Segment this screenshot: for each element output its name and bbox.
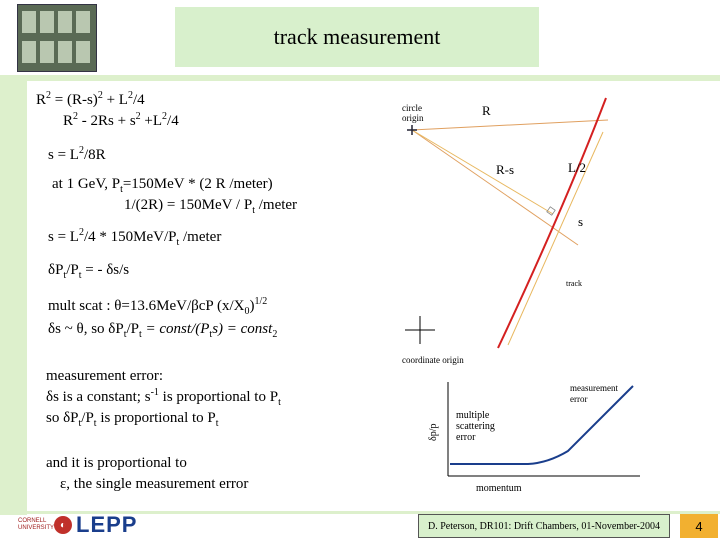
label-measurement-error-1: measurement [570,383,618,393]
detector-photo [17,4,97,72]
equation-line-3: $s = L^2/8R$ [48,145,106,163]
label-circle-origin-1: circle [402,103,422,113]
label-multiple-scattering-3: error [456,432,476,443]
page-number: 4 [680,514,718,538]
label-multiple-scattering-1: multiple [456,410,490,421]
y-axis-label: δp/p [428,423,439,441]
equation-line-5: $1/(2R) = 150MeV / P_t$ /meter [124,197,298,216]
logo-university: CORNELL UNIVERSITY [18,518,55,531]
slide-title: track measurement [175,7,539,67]
track-geometry-figure [398,90,630,368]
x-axis-label: momentum [476,483,522,494]
equation-line-7: $\delta P_t/P_t$ = - δs/s [48,262,130,281]
label-multiple-scattering-2: scattering [456,421,495,432]
logo-text: LEPP [76,512,138,537]
label-L-half: L/2 [568,160,587,175]
half-chord-line [508,132,603,345]
equation-line-4: at 1 GeV, $P_t=150MeV * (2$ R /meter) [52,176,273,195]
text-proportional-to: and it is proportional to [46,455,187,471]
equation-line-2: $R^2 - 2Rs + s^2 +L^2/4$ [63,111,179,129]
label-coordinate-origin: coordinate origin [402,355,464,365]
track-arc [498,98,606,348]
label-R-minus-s: R-s [496,162,515,177]
text-measurement-error: measurement error: [46,368,164,384]
lepp-logo [18,512,137,538]
label-measurement-error-2: error [570,394,588,404]
equation-line-6: $s = L^2/4 * 150MeV/P_t$ /meter [48,227,222,248]
equation-line-1: $R^2 = (R-s)^2 + L^2/4$ [36,90,145,108]
label-circle-origin-2: origin [402,113,424,123]
resolution-vs-momentum-figure [418,376,644,496]
label-track: track [566,279,582,288]
label-s: s [578,214,584,229]
title-divider [0,75,720,81]
text-constant-delta-s: δs is a constant; $s^{-1}$ is proportional to $P_t$ [46,387,281,408]
chord-full-line [412,130,553,214]
equation-line-9: δs ~ θ, so $\delta P_t/P_t$ = const/$(P_ts)$ = const$_2$ [48,321,278,340]
text-single-measurement-error: ε, the single measurement error [60,476,249,492]
text-proportional-pt: so $\delta P_t/P_t$ is proportional to $P_t$ [46,410,219,429]
logo-mark-icon: ◐ [54,516,72,534]
left-accent-strip [0,75,27,515]
label-R: R [482,103,491,118]
footer-citation: D. Peterson, DR101: Drift Chambers, 01-November-2004 [418,514,670,538]
equation-line-8: mult scat : θ=13.6MeV/βcP $(x/X_0)^{1/2}$ [48,296,268,317]
